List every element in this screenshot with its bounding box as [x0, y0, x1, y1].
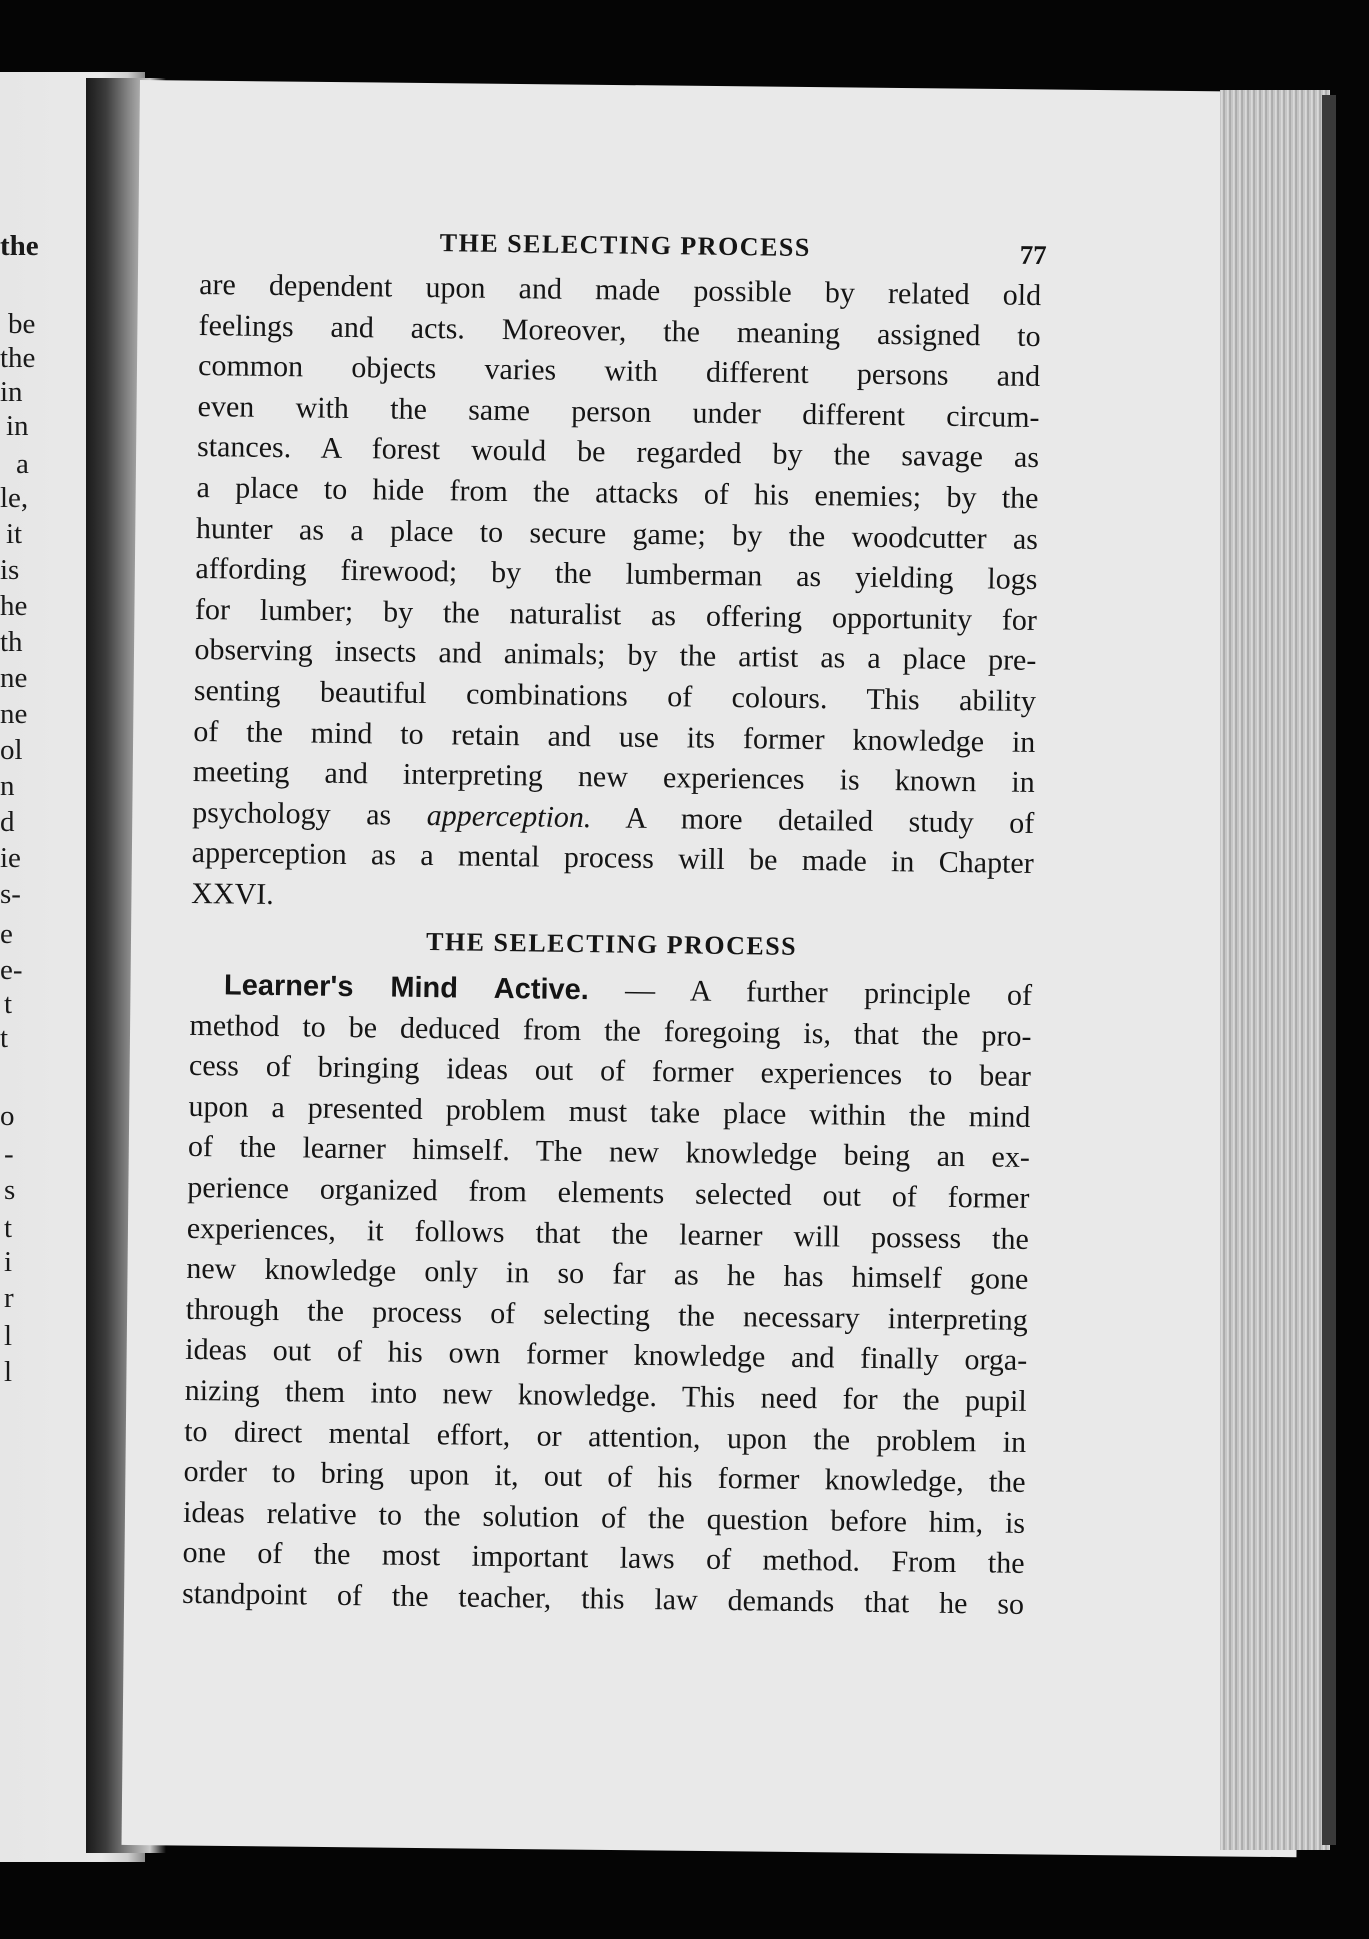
left-page-text-fragment: e — [0, 918, 13, 950]
text-run: psychology as — [192, 795, 427, 832]
text-line: ideas relative to the solution of the question before him, is — [182, 1495, 1026, 1540]
text-line: order to bring upon it, out of his former knowledge, the — [183, 1455, 1026, 1500]
page-fore-edge — [1220, 90, 1330, 1850]
left-page-text-fragment: n — [0, 770, 15, 802]
left-page-text-fragment: - — [4, 1138, 14, 1170]
text-line: XXVI. — [191, 876, 274, 911]
left-page-text-fragment: s- — [0, 878, 21, 910]
paragraph-1 — [191, 265, 1059, 926]
left-page-text-fragment: t — [4, 988, 13, 1020]
left-page-text-fragment: d — [0, 806, 15, 838]
text-line: apperception as a mental process will be made in Chapter — [191, 836, 1034, 881]
left-page-text-fragment: it — [6, 518, 23, 550]
left-page-text-fragment: i — [4, 1246, 13, 1278]
left-page-text-fragment: r — [4, 1282, 14, 1314]
left-page-text-fragment: a — [16, 448, 29, 480]
italic-term: apperception. — [426, 798, 592, 834]
left-page-text-fragment: e- — [0, 954, 23, 986]
side-heading: Learner's Mind Active. — [223, 969, 590, 1007]
text-line: upon a presented problem must take place within the mind — [188, 1089, 1031, 1134]
left-page-text-fragment: ne — [0, 662, 28, 694]
text-line: stances. A forest would be regarded by the savage as — [196, 430, 1040, 475]
section-heading: THE SELECTING PROCESS — [425, 926, 798, 961]
text-line: ideas out of his own former knowledge and finally orga- — [185, 1333, 1028, 1378]
left-page-text-fragment: ie — [0, 842, 21, 874]
text-line: perience organized from elements selected out of former — [187, 1170, 1030, 1215]
running-head: THE SELECTING PROCESS — [439, 228, 812, 262]
left-page-text-fragment: is — [0, 554, 20, 586]
page-number: 77 — [1019, 239, 1047, 271]
left-page-text-fragment: ol — [0, 734, 23, 766]
text-line: through the process of selecting the necessary interpreting — [185, 1292, 1028, 1337]
left-page-text-fragment: l — [4, 1356, 13, 1388]
text-line: standpoint of the teacher, this law demands that he so — [181, 1576, 1025, 1621]
page-text-block — [182, 225, 1060, 1626]
left-page-text-fragment: ne — [0, 698, 28, 730]
text-line: are dependent upon and made possible by related old — [199, 267, 1042, 313]
text-line: of the learner himself. The new knowledge being an ex- — [187, 1130, 1031, 1175]
text-line: a place to hide from the attacks of his enemies; by the — [196, 470, 1039, 515]
text-line: experiences, it follows that the learner will possess the — [186, 1211, 1030, 1256]
text-line: hunter as a place to secure game; by the woodcutter as — [195, 511, 1039, 556]
left-page-text-fragment: the — [0, 342, 36, 374]
text-line: common objects varies with different persons and — [197, 349, 1041, 394]
text-run: A more detailed study of — [591, 800, 1035, 840]
text-line: affording firewood; by the lumberman as yielding logs — [195, 552, 1038, 597]
left-page-text-fragment: in — [0, 376, 23, 408]
left-page-text-fragment: s — [4, 1174, 16, 1206]
text-line: feelings and acts. Moreover, the meaning assigned to — [198, 308, 1041, 353]
left-page-text-fragment: t — [0, 1022, 9, 1054]
text-line: of the mind to retain and use its former knowledge in — [193, 714, 1036, 759]
text-line: meeting and interpreting new experiences is known in — [192, 755, 1035, 800]
left-page-text-fragment: le, — [0, 482, 29, 514]
left-page-text-fragment: th — [0, 626, 23, 658]
page-fore-edge-shadow — [1322, 95, 1336, 1845]
text-line: even with the same person under different circum- — [197, 389, 1040, 434]
left-page-text-fragment: o — [0, 1100, 15, 1132]
paragraph-2 — [182, 965, 1050, 1626]
text-line: new knowledge only in so far as he has himself gone — [186, 1252, 1029, 1297]
left-page-text-fragment: t — [4, 1212, 13, 1244]
text-line: nizing them into new knowledge. This need for the pupil — [184, 1373, 1027, 1418]
left-page-text-fragment: in — [6, 410, 29, 442]
text-line: senting beautiful combinations of colours. This ability — [193, 673, 1037, 718]
text-line: observing insects and animals; by the artist as a place pre- — [194, 633, 1037, 678]
text-run: — A further principle of — [588, 973, 1033, 1013]
text-line: one of the most important laws of method. From the — [182, 1536, 1025, 1581]
text-line: to direct mental effort, or attention, upon the problem in — [183, 1414, 1027, 1459]
left-page-text-fragment: be — [8, 308, 36, 340]
text-line: for lumber; by the naturalist as offering opportunity for — [194, 592, 1038, 637]
left-page-text-fragment: l — [4, 1320, 13, 1352]
left-page-text-fragment: the — [0, 230, 39, 262]
left-page-text-fragment: he — [0, 590, 28, 622]
text-line: cess of bringing ideas out of former experiences to bear — [188, 1049, 1032, 1094]
text-line: method to be deduced from the foregoing is, that the pro- — [189, 1008, 1032, 1053]
